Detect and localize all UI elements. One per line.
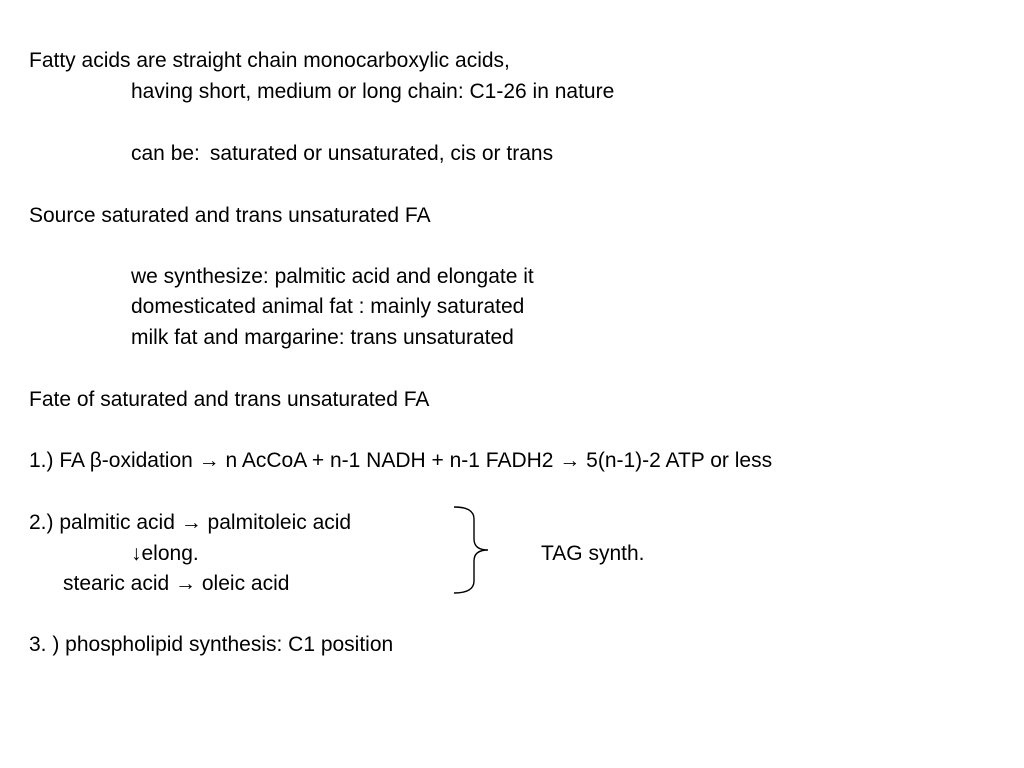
source-heading: Source saturated and trans unsaturated FA xyxy=(29,204,431,227)
source-item-synthesize: we synthesize: palmitic acid and elongate it xyxy=(131,265,534,288)
fate-step-2-line-3: stearic acid → oleic acid xyxy=(63,572,290,595)
intro-line-2: having short, medium or long chain: C1-26 in nature xyxy=(131,80,615,103)
intro-line-1: Fatty acids are straight chain monocarboxylic acids, xyxy=(29,49,510,72)
can-be-line xyxy=(131,141,553,167)
can-be-value: saturated or unsaturated, cis or trans xyxy=(209,142,554,165)
right-brace-icon xyxy=(452,505,492,595)
source-item-milk-fat: milk fat and margarine: trans unsaturated xyxy=(131,326,514,349)
fate-step-1: 1.) FA β-oxidation → n AcCoA + n-1 NADH + n-1 FADH2 → 5(n-1)-2 ATP or less xyxy=(29,449,773,472)
fate-step-3: 3. ) phospholipid synthesis: C1 position xyxy=(29,633,394,656)
can-be-label: can be: xyxy=(131,142,200,165)
source-item-animal-fat: domesticated animal fat : mainly saturated xyxy=(131,295,525,318)
fate-step-2-elong: ↓elong. xyxy=(131,542,199,565)
fate-step-2-line-1: 2.) palmitic acid → palmitoleic acid xyxy=(29,511,352,534)
fate-heading: Fate of saturated and trans unsaturated FA xyxy=(29,388,430,411)
tag-synth-label: TAG synth. xyxy=(541,542,645,565)
